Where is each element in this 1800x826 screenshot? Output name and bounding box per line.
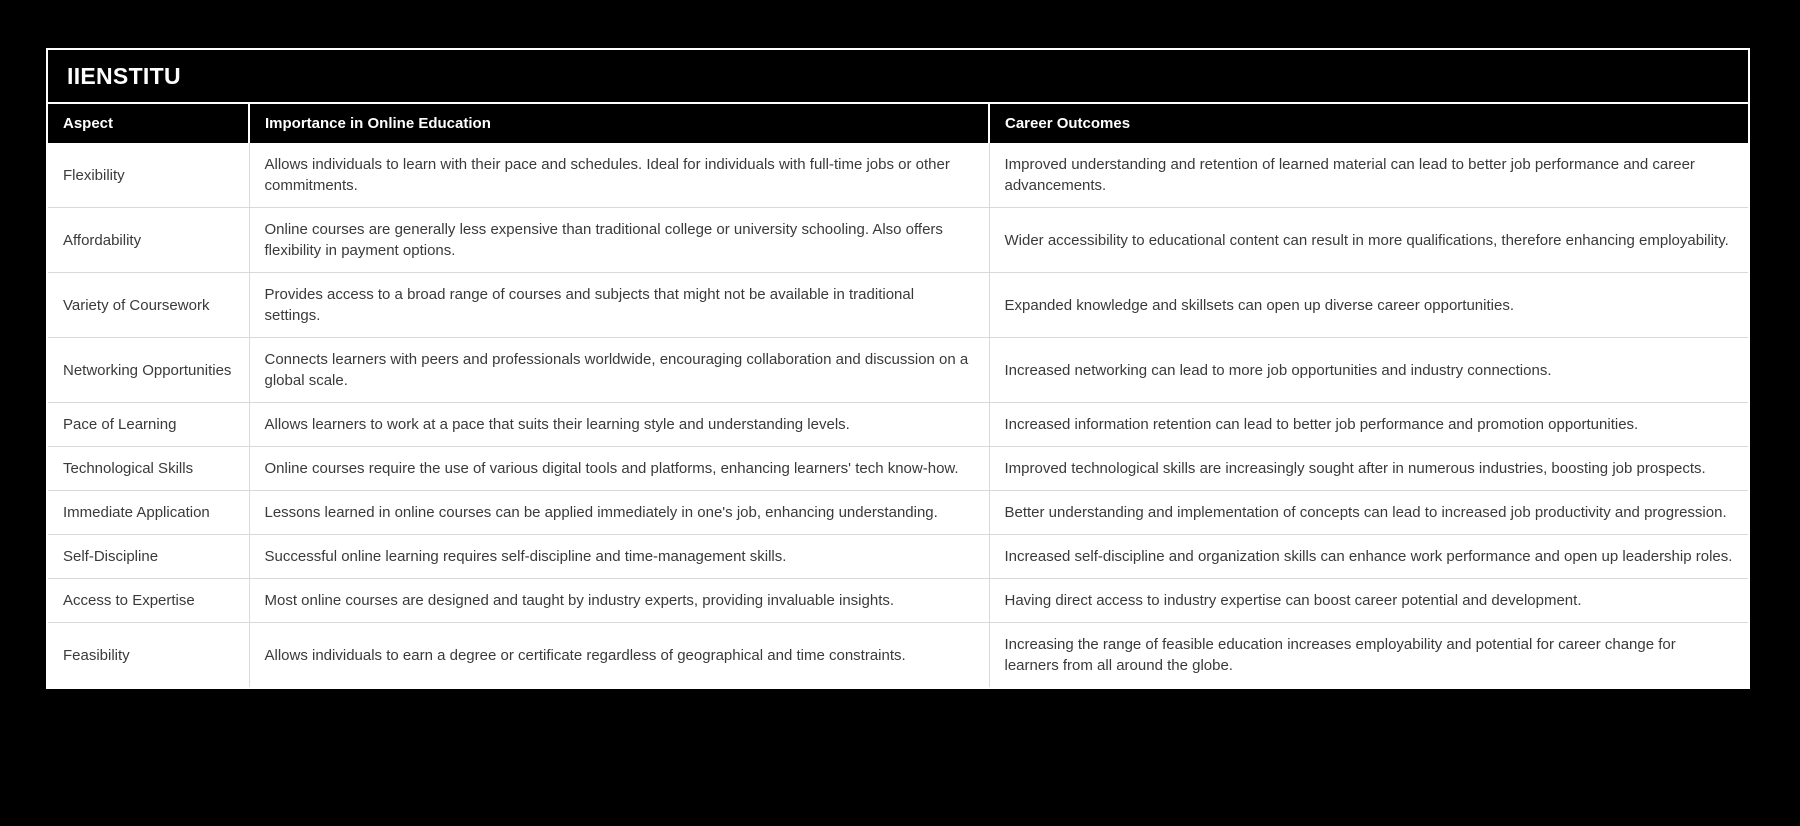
- outcome-cell: Wider accessibility to educational content can result in more qualifications, therefore enhancing employability.: [989, 208, 1748, 273]
- importance-cell: Provides access to a broad range of courses and subjects that might not be available in traditional settings.: [249, 273, 989, 338]
- column-header-outcomes: Career Outcomes: [989, 104, 1748, 143]
- column-header-importance: Importance in Online Education: [249, 104, 989, 143]
- table-row: [48, 143, 1748, 208]
- table-header: [48, 104, 1748, 143]
- table-row: [48, 535, 1748, 579]
- outcome-cell: Increased self-discipline and organization skills can enhance work performance and open up leadership roles.: [989, 535, 1748, 579]
- comparison-table: [48, 104, 1748, 687]
- outcome-cell: Improved understanding and retention of learned material can lead to better job performance and career advancements.: [989, 143, 1748, 208]
- aspect-cell: Access to Expertise: [48, 579, 249, 623]
- outcome-cell: Improved technological skills are increasingly sought after in numerous industries, boosting job prospects.: [989, 447, 1748, 491]
- outcome-cell: Increased information retention can lead to better job performance and promotion opportunities.: [989, 403, 1748, 447]
- outcome-cell: Expanded knowledge and skillsets can open up diverse career opportunities.: [989, 273, 1748, 338]
- table-row: [48, 273, 1748, 338]
- aspect-cell: Flexibility: [48, 143, 249, 208]
- outcome-cell: Having direct access to industry expertise can boost career potential and development.: [989, 579, 1748, 623]
- aspect-cell: Networking Opportunities: [48, 338, 249, 403]
- importance-cell: Allows learners to work at a pace that suits their learning style and understanding levels.: [249, 403, 989, 447]
- importance-cell: Lessons learned in online courses can be applied immediately in one's job, enhancing understanding.: [249, 491, 989, 535]
- aspect-cell: Pace of Learning: [48, 403, 249, 447]
- table-row: [48, 447, 1748, 491]
- importance-cell: Allows individuals to learn with their pace and schedules. Ideal for individuals with full-time jobs or other commitments.: [249, 143, 989, 208]
- importance-cell: Online courses require the use of various digital tools and platforms, enhancing learners' tech know-how.: [249, 447, 989, 491]
- column-header-aspect: Aspect: [48, 104, 249, 143]
- importance-cell: Online courses are generally less expensive than traditional college or university schooling. Also offers flexibility in payment options.: [249, 208, 989, 273]
- table-row: [48, 338, 1748, 403]
- aspect-cell: Variety of Coursework: [48, 273, 249, 338]
- outcome-cell: Better understanding and implementation of concepts can lead to increased job productivity and progression.: [989, 491, 1748, 535]
- aspect-cell: Affordability: [48, 208, 249, 273]
- aspect-cell: Immediate Application: [48, 491, 249, 535]
- header-row: [48, 104, 1748, 143]
- title-bar: [48, 50, 1748, 104]
- importance-cell: Allows individuals to earn a degree or certificate regardless of geographical and time constraints.: [249, 623, 989, 688]
- aspect-cell: Technological Skills: [48, 447, 249, 491]
- table-row: [48, 208, 1748, 273]
- importance-cell: Successful online learning requires self-discipline and time-management skills.: [249, 535, 989, 579]
- aspect-cell: Self-Discipline: [48, 535, 249, 579]
- outcome-cell: Increased networking can lead to more job opportunities and industry connections.: [989, 338, 1748, 403]
- brand-title: IIENSTITU: [67, 62, 181, 89]
- table-body: [48, 143, 1748, 687]
- table-row: [48, 403, 1748, 447]
- importance-cell: Connects learners with peers and professionals worldwide, encouraging collaboration and discussion on a global scale.: [249, 338, 989, 403]
- table-row: [48, 579, 1748, 623]
- table-row: [48, 491, 1748, 535]
- importance-cell: Most online courses are designed and taught by industry experts, providing invaluable insights.: [249, 579, 989, 623]
- comparison-table-card: [46, 48, 1750, 689]
- aspect-cell: Feasibility: [48, 623, 249, 688]
- table-row: [48, 623, 1748, 688]
- outcome-cell: Increasing the range of feasible education increases employability and potential for career change for learners from all around the globe.: [989, 623, 1748, 688]
